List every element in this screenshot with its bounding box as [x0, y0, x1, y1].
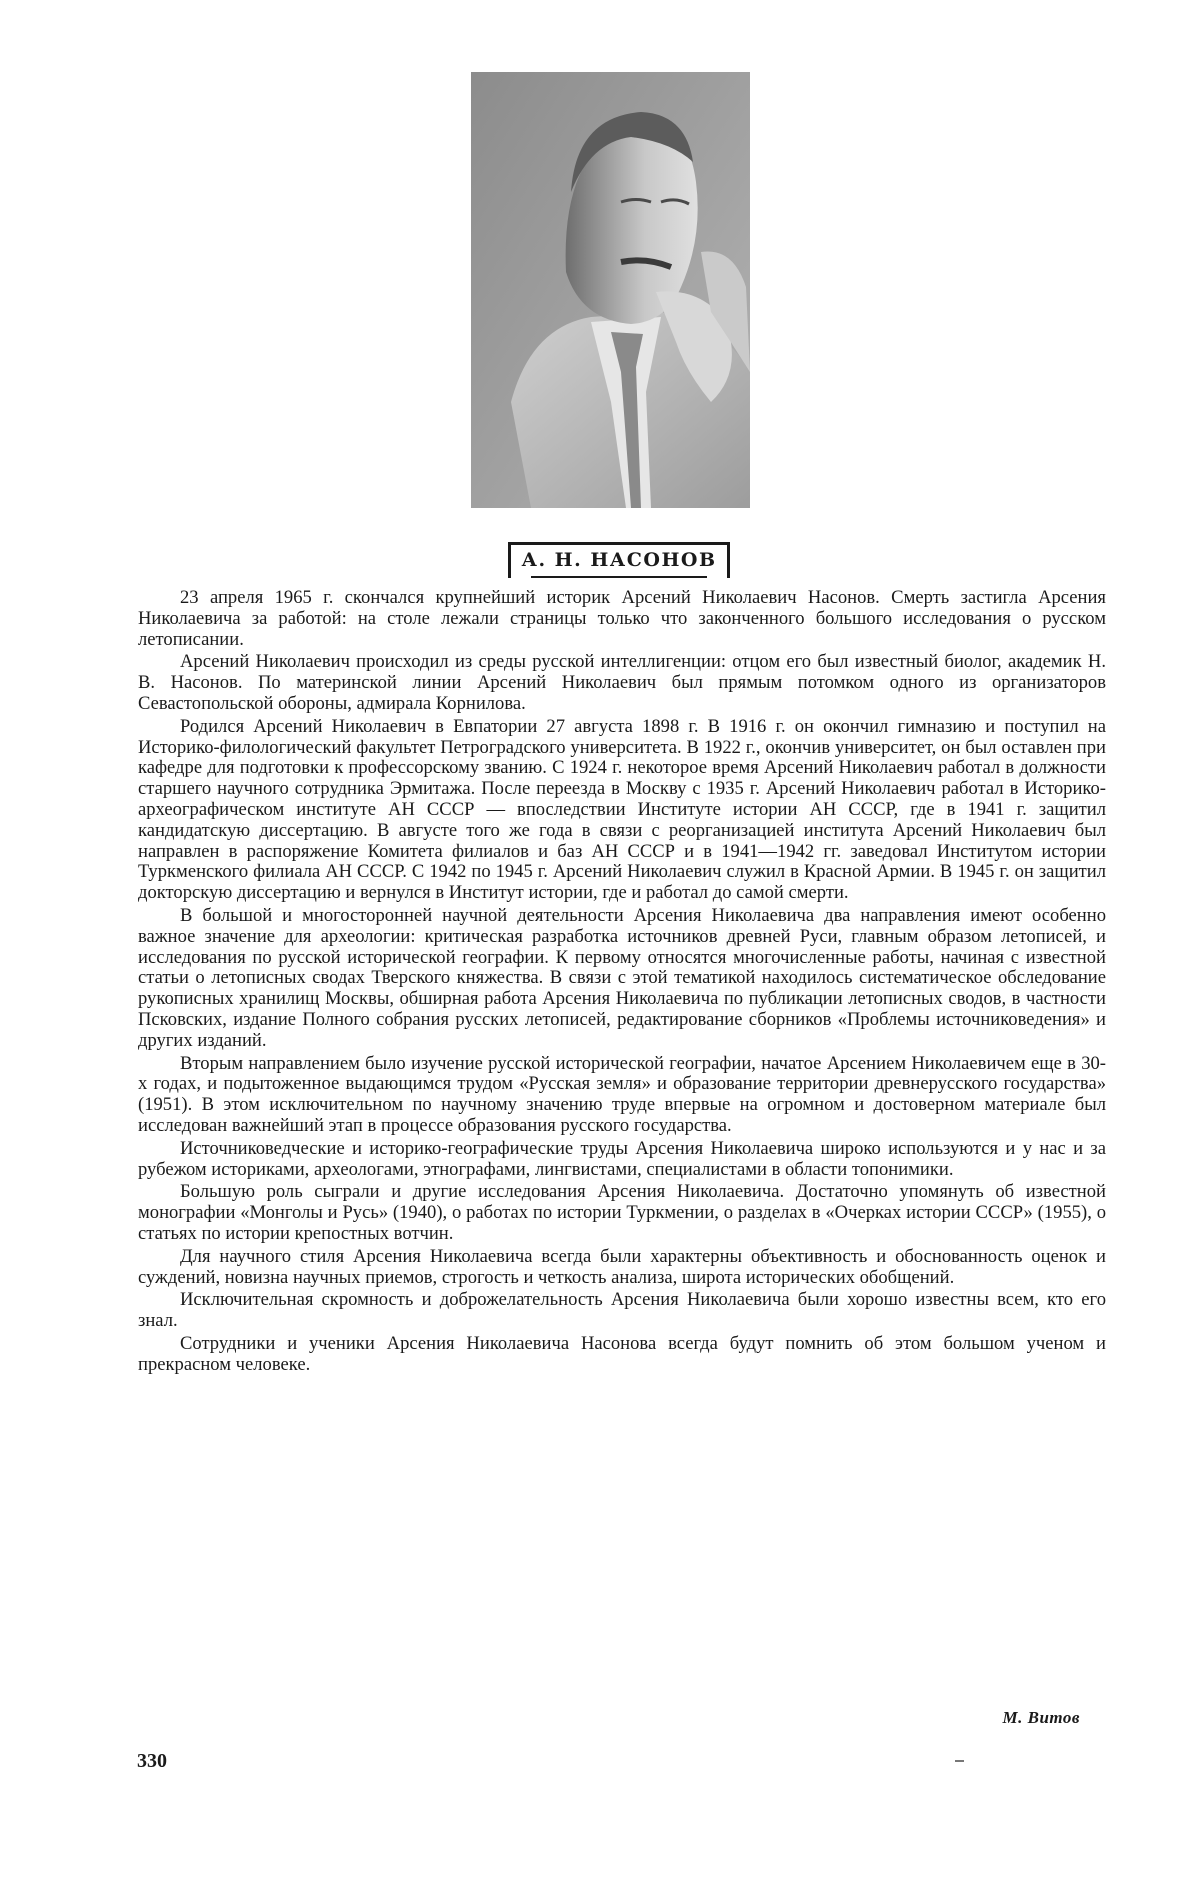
paragraph: Большую роль сыграли и другие исследования Арсения Николаевича. Достаточно упомянуть об известной монографии «Монголы и Русь» (1940), о работах по истории Туркмении, о разделах в «Очерках истории СССР» (1955), о статьях по истории крепостных вотчин.	[138, 1181, 1106, 1244]
page-number: 330	[137, 1750, 167, 1772]
paragraph: Родился Арсений Николаевич в Евпатории 27 августа 1898 г. В 1916 г. он окончил гимназию и поступил на Историко-филологический факультет Петроградского университета. В 1922 г., окончив университет, он был оставлен при кафедре для подготовки к профессорскому званию. С 1924 г. некоторое время Арсений Николаевич работал в должности старшего научного сотрудника Эрмитажа. После переезда в Москву с 1935 г. Арсений Николаевич работал в Историко-археографическом институте АН СССР — впоследствии Институте истории АН СССР, где в 1941 г. защитил кандидатскую диссертацию. В августе того же года в связи с реорганизацией института Арсений Николаевич был направлен в распоряжение Комитета филиалов и баз АН СССР и в 1941—1942 гг. заведовал Институтом истории Туркменского филиала АН СССР. С 1942 по 1945 г. Арсений Николаевич служил в Красной Армии. В 1945 г. он защитил докторскую диссертацию и вернулся в Институт истории, где и работал до самой смерти.	[138, 715, 1106, 904]
paragraph: В большой и многосторонней научной деятельности Арсения Николаевича два направления имеют особенно важное значение для археологии: критическая разработка источников древней Руси, главным образом летописей, и исследования по русской исторической географии. К первому относятся многочисленные работы, начиная с известной статьи о летописных сводах Тверского княжества. В связи с этой тематикой находилось систематическое обследование рукописных хранилищ Москвы, обширная работа Арсения Николаевича по публикации летописных сводов, в частности Псковских, издание Полного собрания русских летописей, редактирование сборников «Проблемы источниковедения» и других изданий.	[138, 904, 1106, 1051]
paragraph: Исключительная скромность и доброжелательность Арсения Николаевича были хорошо известны всем, кто его знал.	[138, 1289, 1106, 1332]
paragraph: Арсений Николаевич происходил из среды русской интеллигенции: отцом его был известный биолог, академик Н. В. Насонов. По материнской линии Арсений Николаевич был прямым потомком одного из организаторов Севастопольской обороны, адмирала Корнилова.	[138, 651, 1106, 714]
paragraph: Для научного стиля Арсения Николаевича всегда были характерны объективность и обоснованность оценок и суждений, новизна научных приемов, строгость и четкость анализа, широта исторических обобщений.	[138, 1245, 1106, 1288]
article-title: А. Н. НАСОНОВ	[521, 549, 717, 571]
print-mark	[955, 1760, 964, 1762]
portrait-photo	[471, 72, 750, 508]
article-body	[138, 588, 1106, 1377]
author-signature: М. Витов	[1002, 1708, 1080, 1727]
article-title-box	[508, 542, 730, 578]
paragraph: Вторым направлением было изучение русской исторической географии, начатое Арсением Николаевичем еще в 30-х годах, и подытоженное выдающимся трудом «Русская земля» и образование территории древнерусского государства» (1951). В этом исключительном по научному значению труде впервые на огромном и достоверном материале был исследован важнейший этап в процессе образования русского государства.	[138, 1052, 1106, 1136]
paragraph: 23 апреля 1965 г. скончался крупнейший историк Арсений Николаевич Насонов. Смерть застигла Арсения Николаевича за работой: на столе лежали страницы только что законченного большого исследования о русском летописании.	[138, 587, 1106, 650]
paragraph: Сотрудники и ученики Арсения Николаевича Насонова всегда будут помнить об этом большом ученом и прекрасном человеке.	[138, 1332, 1106, 1375]
paragraph: Источниковедческие и историко-географические труды Арсения Николаевича широко используются и у нас и за рубежом историками, археологами, этнографами, лингвистами, специалистами в области топонимики.	[138, 1137, 1106, 1180]
portrait-illustration	[471, 72, 750, 508]
